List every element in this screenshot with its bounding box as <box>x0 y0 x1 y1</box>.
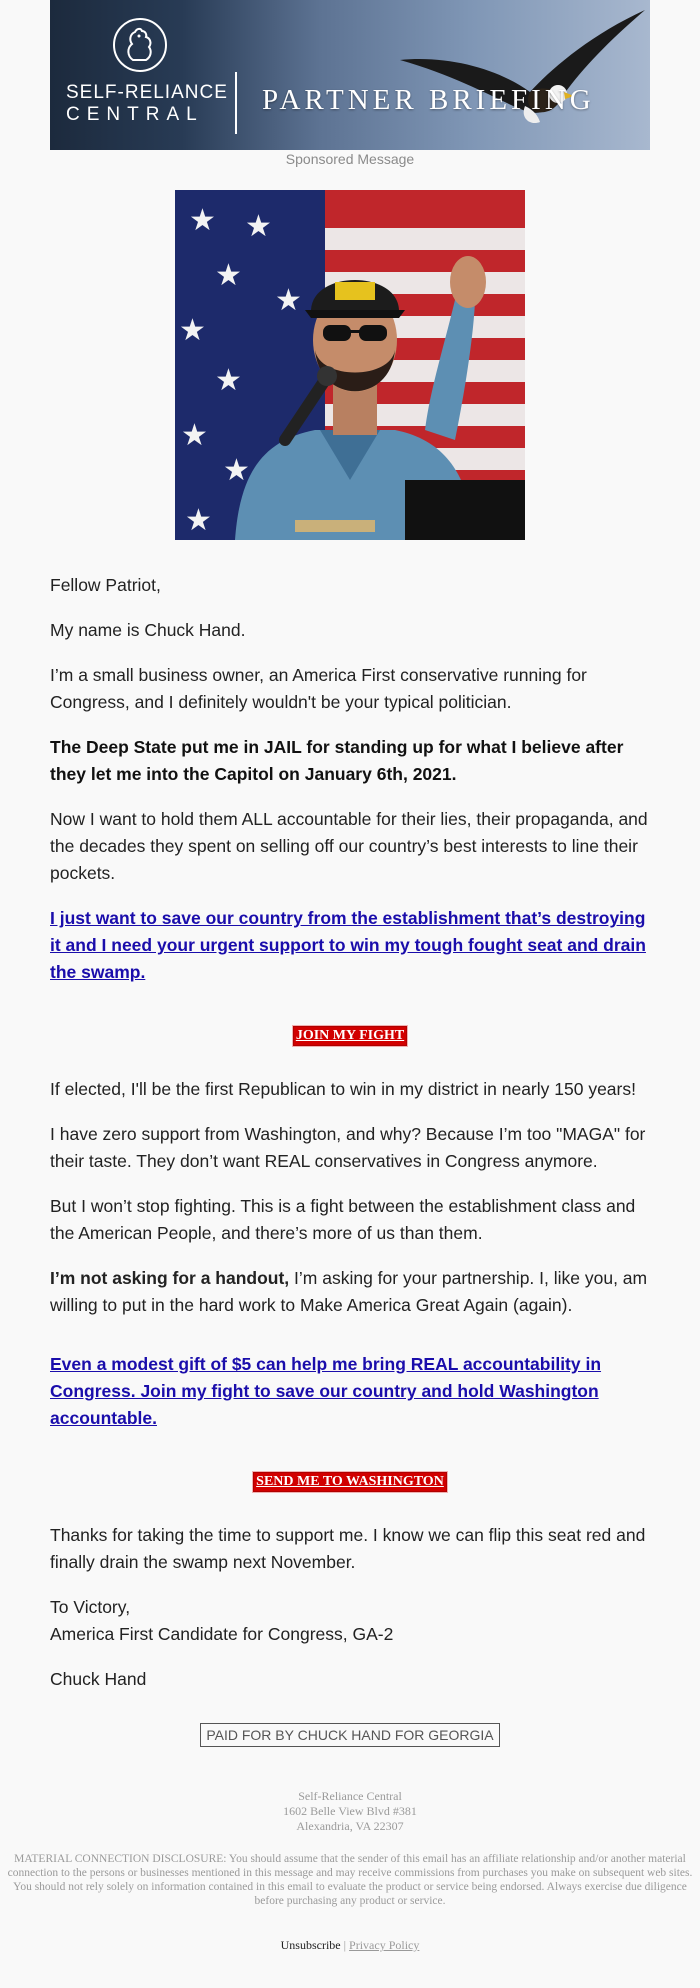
svg-text:★: ★ <box>275 283 302 318</box>
paragraph-partnership <box>50 1265 650 1319</box>
join-my-fight-button[interactable]: JOIN MY FIGHT <box>293 1026 407 1046</box>
signature: Chuck Hand <box>50 1669 147 1689</box>
svg-text:★: ★ <box>185 503 212 538</box>
sponsored-label: Sponsored Message <box>285 151 415 167</box>
header-divider <box>235 72 237 134</box>
handout-bold: I’m not asking for a handout, <box>50 1268 290 1288</box>
greeting: Fellow Patriot, <box>50 575 161 595</box>
address-line2: 1602 Belle View Blvd #381 <box>283 1804 417 1818</box>
svg-text:★: ★ <box>215 258 242 293</box>
save-country-link[interactable]: I just want to save our country from the establishment that’s destroying it and I need your urgent support to win my tough fought seat and drain the swamp. <box>50 908 646 982</box>
paragraph-background: I’m a small business owner, an America First conservative running for Congress, and I definitely wouldn't be your typical politician. <box>50 665 587 712</box>
brand-name-line1: SELF-RELIANCE <box>66 82 228 103</box>
paragraph-jail: The Deep State put me in JAIL for standing up for what I believe after they let me into the Capitol on January 6th, 2021. <box>50 737 624 784</box>
signoff-line1: To Victory, <box>50 1597 131 1617</box>
svg-text:★: ★ <box>245 209 272 244</box>
svg-text:★: ★ <box>223 453 250 488</box>
header-banner <box>50 0 650 150</box>
sender-address <box>0 1789 700 1834</box>
material-connection-disclosure: MATERIAL CONNECTION DISCLOSURE: You should assume that the sender of this email has an affiliate relationship and/or another material connection to the persons or businesses mentioned in this message and may receive commissions from purchases you make on subsequent web sites. You should not rely solely on information contained in this email to evaluate the product or service being endorsed. Always exercise due diligence before purchasing any product or service. <box>7 1853 693 1907</box>
address-line1: Self-Reliance Central <box>298 1789 402 1803</box>
partner-briefing-title: PARTNER BRIEFING <box>262 84 595 116</box>
signoff-line2: America First Candidate for Congress, GA-2 <box>50 1624 394 1644</box>
privacy-policy-link[interactable]: Privacy Policy <box>349 1938 420 1952</box>
svg-text:★: ★ <box>215 363 242 398</box>
paragraph-intro: My name is Chuck Hand. <box>50 620 246 640</box>
paragraph-zero-support: I have zero support from Washington, and why? Because I’m too "MAGA" for their taste. They don’t want REAL conservatives in Congress anymore. <box>50 1124 646 1171</box>
paid-for-notice: PAID FOR BY CHUCK HAND FOR GEORGIA <box>200 1723 499 1747</box>
svg-text:★: ★ <box>179 313 206 348</box>
partnership-text: I’m asking for your partnership. I, like you, am willing to put in the hard work to Make America Great Again (again). <box>50 1268 648 1315</box>
svg-text:★: ★ <box>189 203 216 238</box>
send-me-to-washington-button[interactable]: SEND ME TO WASHINGTON <box>253 1472 447 1492</box>
paragraph-accountable: Now I want to hold them ALL accountable for their lies, their propaganda, and the decades they spent on selling off our country’s best interests to line their pockets. <box>50 809 648 883</box>
paragraph-wont-stop: But I won’t stop fighting. This is a fight between the establishment class and the American People, and there’s more of us than them. <box>50 1196 636 1243</box>
footer-links <box>0 1938 700 1953</box>
email-body <box>0 572 700 1693</box>
footer-separator: | <box>343 1938 347 1952</box>
svg-text:★: ★ <box>181 418 208 453</box>
paragraph-first-republican: If elected, I'll be the first Republican to win in my district in nearly 150 years! <box>50 1079 636 1099</box>
modest-gift-link[interactable]: Even a modest gift of $5 can help me bring REAL accountability in Congress. Join my fight to save our country and hold Washington accountable. <box>50 1354 602 1428</box>
address-line3: Alexandria, VA 22307 <box>296 1819 404 1833</box>
paragraph-thanks: Thanks for taking the time to support me. I know we can flip this seat red and finally drain the swamp next November. <box>50 1525 646 1572</box>
squirrel-logo-icon <box>113 18 167 72</box>
brand-name-line2: CENTRAL <box>66 104 204 125</box>
unsubscribe-link[interactable]: Unsubscribe <box>280 1938 341 1952</box>
candidate-photo <box>175 190 525 540</box>
